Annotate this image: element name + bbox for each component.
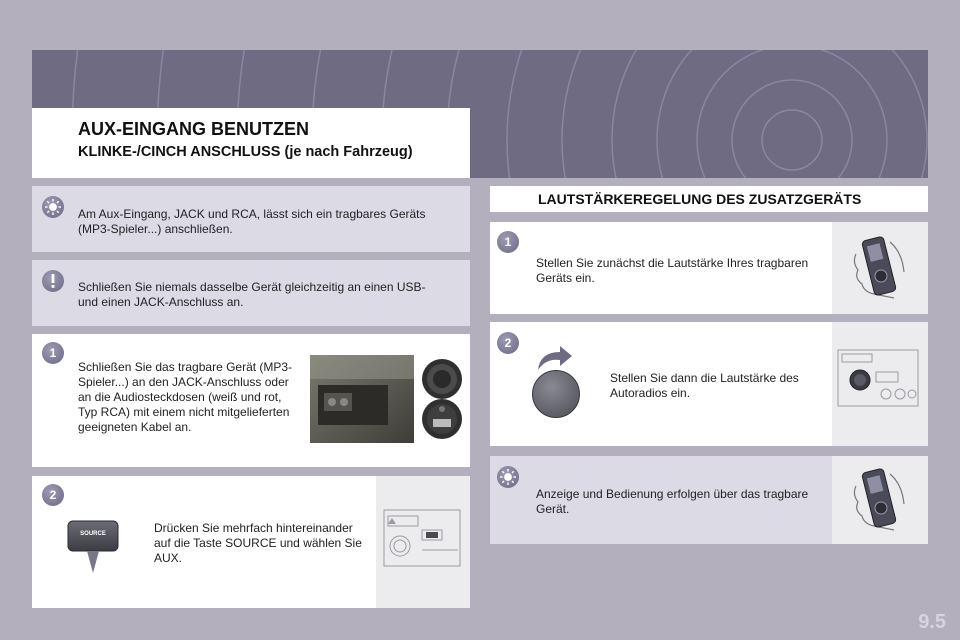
lightbulb-icon-2 [497, 466, 519, 488]
right-step1-text: Stellen Sie zunächst die Lautstärke Ihres tragbaren Geräts ein. [536, 256, 809, 285]
page-number: 9.5 [918, 611, 946, 633]
mp3-player-hand-drawing [850, 232, 910, 304]
volume-section-header [490, 186, 928, 212]
step-badge-2: 2 [42, 484, 64, 506]
step-badge-1: 1 [42, 342, 64, 364]
warning-text: Schließen Sie niemals dasselbe Gerät gleichzeitig an einen USB- und einen JACK-Anschluss an. [78, 280, 426, 309]
right-step-badge-1: 1 [497, 231, 519, 253]
radio-front-drawing-2 [836, 346, 920, 410]
step1-text: Schließen Sie das tragbare Gerät (MP3-Spieler...) an den JACK-Anschluss oder an die Audiosteckdosen (weiß und rot, Typ RCA) mit einem nicht mitgelieferten geeigneten Kabel an. [78, 360, 293, 434]
lightbulb-icon [42, 196, 64, 218]
volume-knob[interactable] [532, 370, 580, 418]
source-button-label: SOURCE [80, 531, 106, 537]
info-text: Am Aux-Eingang, JACK und RCA, lässt sich ein tragbares Geräts (MP3-Spieler...) anschließen. [78, 207, 426, 236]
mp3-player-hand-drawing-2 [850, 464, 910, 536]
source-button[interactable] [67, 519, 119, 573]
turn-arrow-icon [534, 344, 574, 372]
step2-text: Drücken Sie mehrfach hintereinander auf die Taste SOURCE und wählen Sie AUX. [154, 521, 362, 565]
radio-front-drawing [382, 506, 462, 570]
volume-section-title: LAUTSTÄRKEREGELUNG DES ZUSATZGERÄTS [538, 191, 862, 207]
right-info-text: Anzeige und Bedienung erfolgen über das tragbare Gerät. [536, 487, 809, 516]
usb-socket-photo [418, 357, 466, 443]
exclamation-icon [42, 270, 64, 292]
page-title: AUX-EINGANG BENUTZEN [78, 119, 310, 139]
right-step2-text: Stellen Sie dann die Lautstärke des Autoradios ein. [610, 371, 799, 400]
page-subtitle: KLINKE-/CINCH ANSCHLUSS (je nach Fahrzeug) [78, 144, 413, 160]
jack-socket-photo [310, 355, 414, 443]
right-step-badge-2: 2 [497, 332, 519, 354]
